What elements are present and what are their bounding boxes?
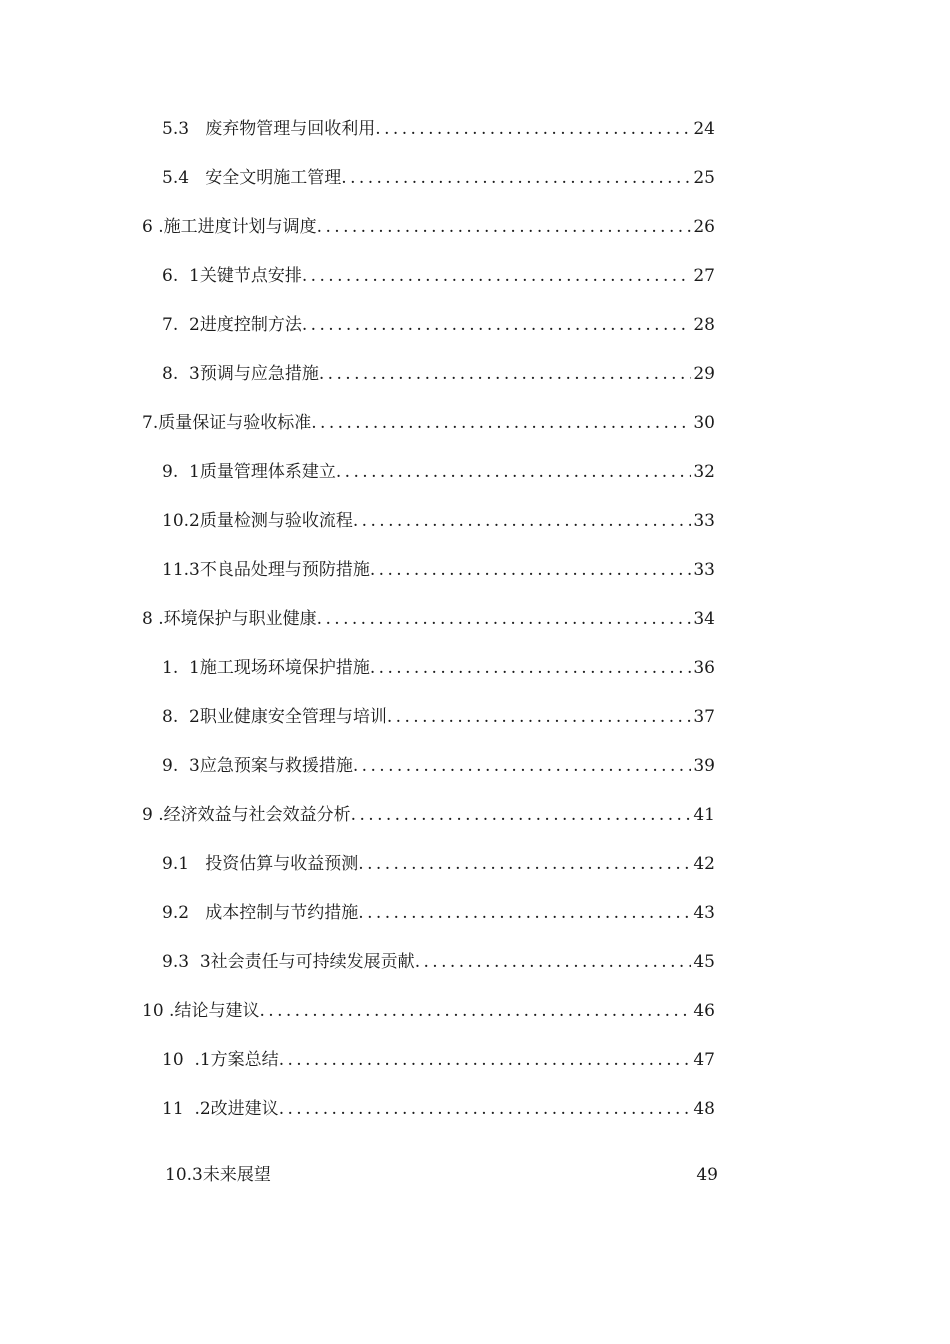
dot-leader [353, 510, 692, 532]
toc-entry[interactable] [162, 461, 715, 483]
dot-leader [351, 804, 692, 826]
toc-page-number: 48 [693, 1099, 715, 1119]
toc-page-number: 33 [693, 511, 715, 531]
toc-page-number: 33 [693, 560, 715, 580]
dot-leader [370, 657, 691, 679]
toc-number: 9 [142, 805, 153, 825]
toc-page-number: 26 [693, 217, 715, 237]
dot-leader [370, 559, 692, 581]
dot-leader [358, 853, 691, 875]
toc-entry[interactable] [142, 412, 715, 434]
toc-number: 1. [162, 658, 179, 678]
toc-page-number: 24 [693, 119, 715, 139]
toc-entry[interactable] [162, 1098, 715, 1120]
dot-leader [311, 412, 691, 434]
dot-leader [279, 1098, 692, 1120]
toc-entry[interactable] [162, 510, 715, 532]
toc-entry[interactable] [142, 804, 715, 826]
toc-entry[interactable] [162, 363, 715, 385]
toc-number: 9.1 [162, 854, 190, 874]
toc-title: .结论与建议 [169, 1001, 260, 1021]
toc-page-number: 28 [693, 315, 715, 335]
toc-entry[interactable] [162, 755, 715, 777]
toc-entry[interactable] [162, 1049, 715, 1071]
toc-number: 10.2 [162, 511, 200, 531]
toc-title: 3应急预案与救援措施 [189, 756, 353, 776]
toc-page-number: 43 [693, 903, 715, 923]
toc-entry[interactable] [162, 902, 715, 924]
toc-page-number: 34 [693, 609, 715, 629]
toc-title: 3预调与应急措施 [189, 364, 319, 384]
toc-entry[interactable] [162, 951, 715, 973]
toc-page-number: 36 [693, 658, 715, 678]
toc-title: .环境保护与职业健康 [158, 609, 317, 629]
toc-title: 质量检测与验收流程 [199, 511, 353, 531]
toc-entry[interactable] [162, 853, 715, 875]
toc-number: 8 [142, 609, 153, 629]
toc-entry[interactable] [162, 118, 715, 140]
toc-number: 9. [162, 462, 179, 482]
toc-number: 8. [162, 707, 179, 727]
toc-entry[interactable] [142, 216, 715, 238]
toc-entry[interactable] [162, 657, 715, 679]
toc-title: 安全文明施工管理 [205, 168, 342, 188]
toc-number: 11 [162, 1099, 184, 1119]
toc-title: 投资估算与收益预测 [205, 854, 359, 874]
toc-number: 5.4 [162, 168, 190, 188]
toc-title: .2改进建议 [194, 1099, 279, 1119]
dot-leader [341, 167, 691, 189]
toc-entry[interactable] [162, 314, 715, 336]
toc-title: 3社会责任与可持续发展贡献 [199, 952, 415, 972]
toc-title: 成本控制与节约措施 [205, 903, 359, 923]
toc-number: 7. [142, 413, 159, 433]
dot-leader [358, 902, 691, 924]
dot-leader [279, 1049, 692, 1071]
toc-page-number: 49 [696, 1165, 718, 1185]
dot-leader [387, 706, 691, 728]
toc-number: 9. [162, 756, 179, 776]
toc-title: 1质量管理体系建立 [189, 462, 336, 482]
toc-page-number: 42 [693, 854, 715, 874]
toc-title: 质量保证与验收标准 [158, 413, 312, 433]
toc-number: 6. [162, 266, 179, 286]
toc-entry[interactable] [142, 1000, 715, 1022]
toc-number: 10 [142, 1001, 164, 1021]
dot-leader [317, 216, 692, 238]
toc-page-number: 45 [693, 952, 715, 972]
toc-title: .施工进度计划与调度 [158, 217, 317, 237]
toc-number: 10 [162, 1050, 184, 1070]
toc-entry[interactable] [162, 265, 715, 287]
toc-title: 1关键节点安排 [189, 266, 302, 286]
toc-number: 5.3 [162, 119, 190, 139]
toc-number: 6 [142, 217, 153, 237]
toc-title: .经济效益与社会效益分析 [158, 805, 351, 825]
toc-entry[interactable] [162, 559, 715, 581]
toc-title: .1方案总结 [194, 1050, 279, 1070]
toc-page-number: 27 [693, 266, 715, 286]
toc-number: 9.3 [162, 952, 190, 972]
dot-leader [415, 951, 692, 973]
toc-entry-last[interactable] [165, 1164, 718, 1186]
toc-page-number: 47 [693, 1050, 715, 1070]
dot-leader [319, 363, 691, 385]
toc-number: 7. [162, 315, 179, 335]
toc-page-number: 39 [693, 756, 715, 776]
toc-number: 8. [162, 364, 179, 384]
dot-leader [259, 1000, 691, 1022]
toc-number: 9.2 [162, 903, 190, 923]
toc-page-number: 29 [693, 364, 715, 384]
toc-title: 废弃物管理与回收利用 [205, 119, 376, 139]
toc-page-number: 25 [693, 168, 715, 188]
toc-number: 11.3 [162, 560, 200, 580]
toc-title: 10.3未来展望 [165, 1165, 271, 1185]
toc-title: 2进度控制方法 [189, 315, 302, 335]
dot-leader [302, 314, 691, 336]
dot-leader [336, 461, 691, 483]
toc-page-number: 30 [693, 413, 715, 433]
toc-page-number: 41 [693, 805, 715, 825]
toc-entry[interactable] [162, 167, 715, 189]
toc-page-number: 46 [693, 1001, 715, 1021]
toc-title: 不良品处理与预防措施 [199, 560, 370, 580]
toc-entry[interactable] [142, 608, 715, 630]
toc-page-number: 32 [693, 462, 715, 482]
toc-page-number: 37 [693, 707, 715, 727]
toc-title: 1施工现场环境保护措施 [189, 658, 370, 678]
dot-leader [302, 265, 691, 287]
toc-title: 2职业健康安全管理与培训 [189, 707, 387, 727]
toc-entry[interactable] [162, 706, 715, 728]
dot-leader [375, 118, 691, 140]
dot-leader [317, 608, 692, 630]
dot-leader [353, 755, 691, 777]
